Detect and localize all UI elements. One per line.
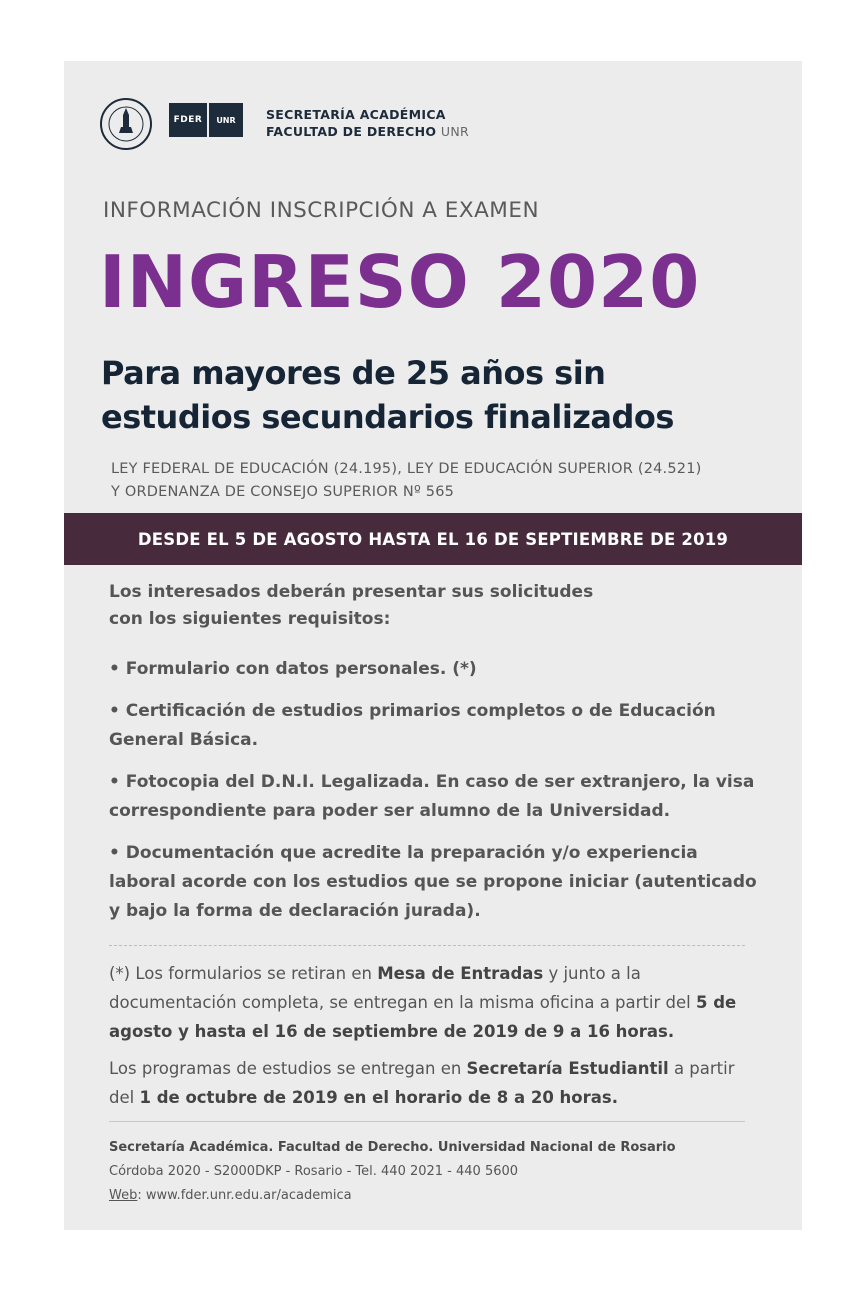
header-unr: UNR	[440, 124, 470, 139]
laws-line2: Y ORDENANZA DE CONSEJO SUPERIOR Nº 565	[111, 484, 455, 500]
footer-divider	[109, 1121, 745, 1122]
note-bold: 1 de octubre de 2019 en el horario de 8 a 20 horas.	[139, 1088, 618, 1107]
subtitle-line2: estudios secundarios finalizados	[101, 398, 674, 436]
footer-org: Secretaría Académica. Facultad de Derecho. Universidad Nacional de Rosario	[109, 1140, 676, 1155]
note-text: a partir del	[109, 1059, 735, 1107]
web-label: Web	[109, 1188, 138, 1203]
note-text: (*) Los formularios se retiran en	[109, 964, 378, 983]
main-title: INGRESO 2020	[99, 240, 701, 324]
laws	[111, 458, 702, 504]
list-item	[109, 839, 759, 926]
list-item	[109, 768, 759, 826]
logo-fder: FDER	[169, 103, 207, 137]
note-programs	[109, 1054, 754, 1112]
header-faculty: FACULTAD DE DERECHO	[266, 124, 437, 139]
header-line1: SECRETARÍA ACADÉMICA	[266, 107, 446, 122]
note-bold: 5 de agosto y hasta el 16 de septiembre de 2019 de 9 a 16 horas.	[109, 993, 737, 1041]
requirement-text: • Certificación de estudios primarios completos o de Educación General Básica.	[109, 701, 716, 750]
requirement-text: • Documentación que acredite la preparación y/o experiencia laboral acorde con los estudios que se propone iniciar (autenticado y bajo la forma de declaración jurada).	[109, 843, 757, 921]
requirements-list	[109, 655, 759, 939]
laws-line1: LEY FEDERAL DE EDUCACIÓN (24.195), LEY DE EDUCACIÓN SUPERIOR (24.521)	[111, 461, 702, 477]
subtitle	[101, 351, 674, 439]
list-item	[109, 697, 759, 755]
header	[99, 97, 779, 151]
note-forms	[109, 959, 754, 1046]
footer-web[interactable]	[109, 1184, 676, 1208]
info-title: INFORMACIÓN INSCRIPCIÓN A EXAMEN	[103, 198, 540, 223]
header-line2	[266, 123, 469, 140]
fder-unr-logo	[169, 103, 243, 137]
header-text	[266, 106, 469, 140]
university-seal-icon	[99, 97, 153, 151]
intro-line2: con los siguientes requisitos:	[109, 609, 391, 629]
dashed-divider	[109, 945, 745, 946]
poster	[64, 61, 802, 1230]
note-text: y junto a la documentación completa, se entregan en la misma oficina a partir del	[109, 964, 696, 1012]
footer-address: Córdoba 2020 - S2000DKP - Rosario - Tel. 440 2021 - 440 5600	[109, 1164, 519, 1179]
requirement-text: • Fotocopia del D.N.I. Legalizada. En caso de ser extranjero, la visa correspondiente para poder ser alumno de la Universidad.	[109, 772, 755, 821]
logo-unr: UNR	[207, 103, 243, 137]
note-bold: Secretaría Estudiantil	[466, 1059, 669, 1078]
list-item	[109, 655, 759, 684]
footer	[109, 1136, 676, 1208]
intro	[109, 579, 593, 633]
subtitle-line1: Para mayores de 25 años sin	[101, 354, 606, 392]
notes	[109, 959, 754, 1120]
intro-line1: Los interesados deberán presentar sus solicitudes	[109, 582, 594, 602]
requirement-text: • Formulario con datos personales. (*)	[109, 659, 477, 679]
note-bold: Mesa de Entradas	[377, 964, 544, 983]
date-banner: DESDE EL 5 DE AGOSTO HASTA EL 16 DE SEPTIEMBRE DE 2019	[64, 513, 802, 565]
note-text: Los programas de estudios se entregan en	[109, 1059, 467, 1078]
web-url[interactable]: : www.fder.unr.edu.ar/academica	[137, 1188, 352, 1203]
